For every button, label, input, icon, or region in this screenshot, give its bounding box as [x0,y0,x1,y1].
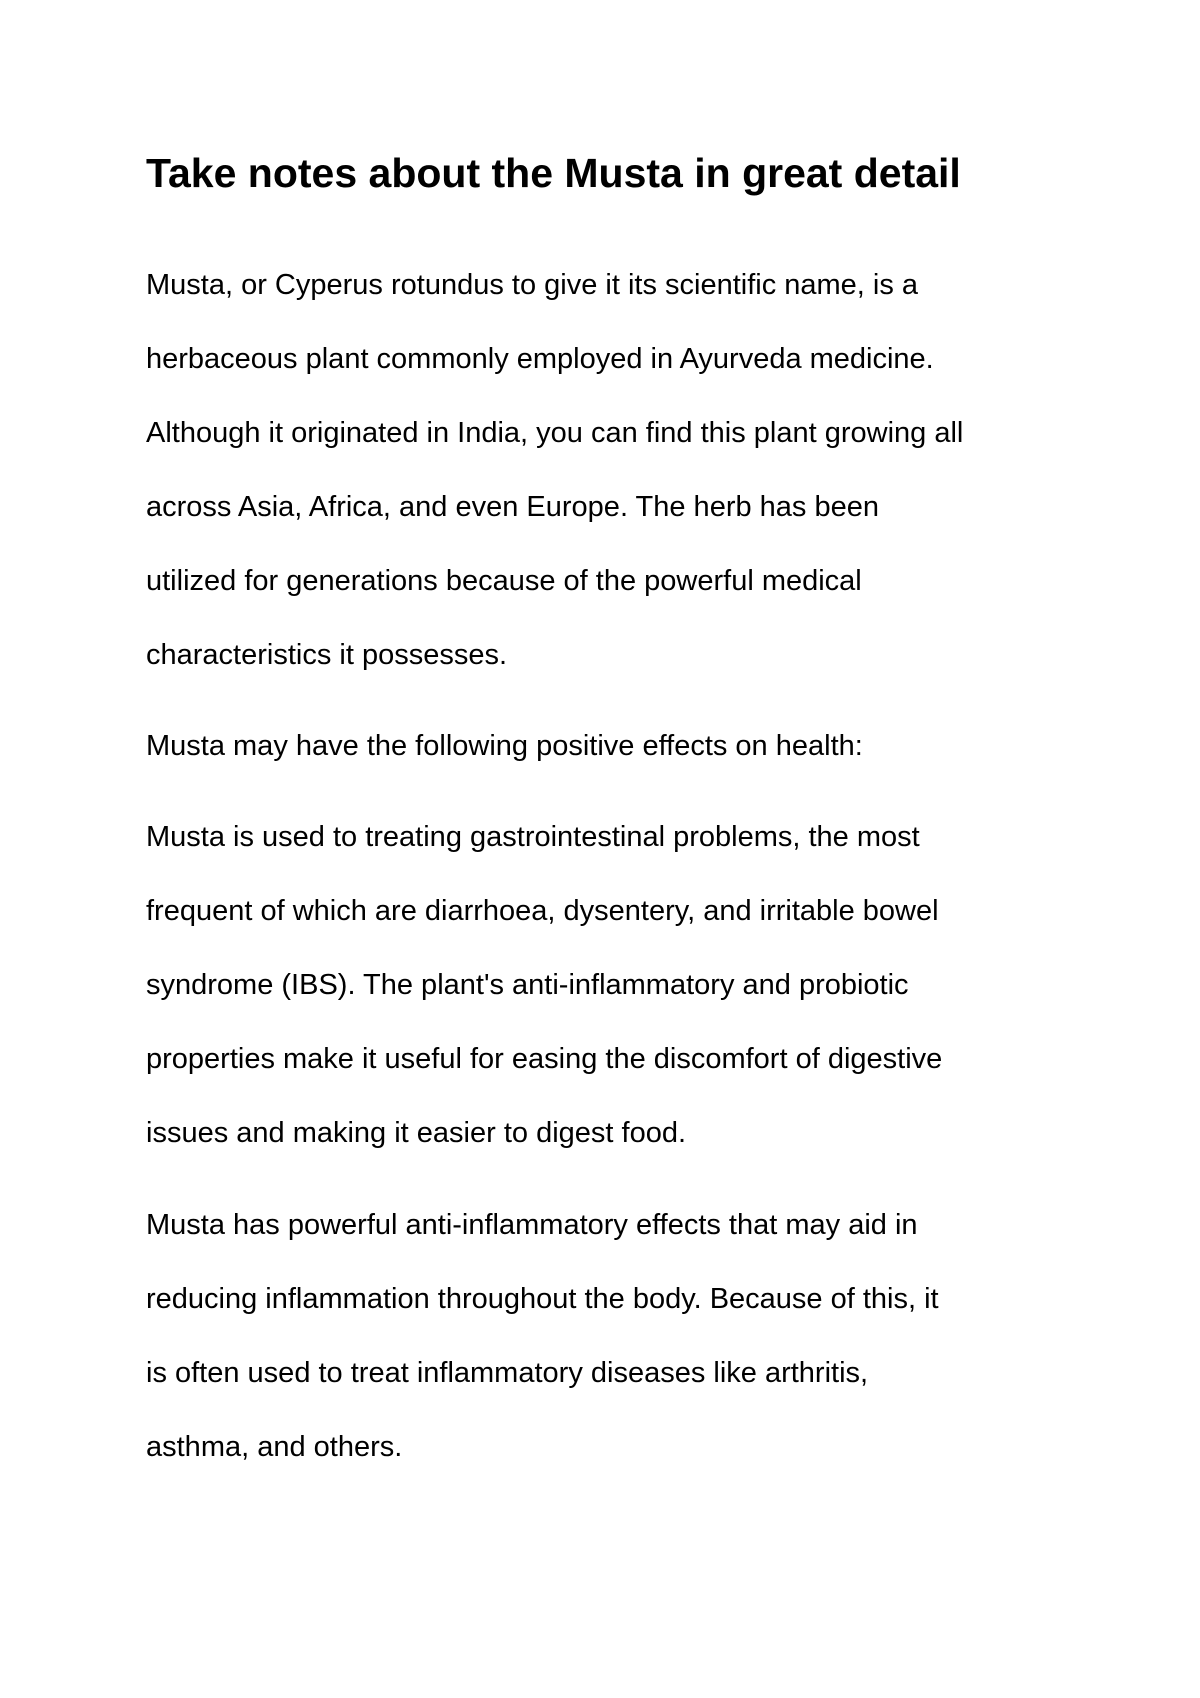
paragraph-line: Musta, or Cyperus rotundus to give it its scientific name, is a [146,269,919,301]
paragraph-line: utilized for generations because of the powerful medical [146,565,862,597]
paragraph-line: frequent of which are diarrhoea, dysentery, and irritable bowel [146,895,939,927]
paragraph-line: across Asia, Africa, and even Europe. The herb has been [146,491,879,523]
paragraph-line: issues and making it easier to digest food. [146,1117,687,1149]
paragraph-line: Musta is used to treating gastrointestinal problems, the most [146,821,920,853]
paragraph-line: Musta may have the following positive effects on health: [146,730,863,762]
paragraph-line: characteristics it possesses. [146,639,508,671]
document-title: Take notes about the Musta in great detail [146,150,961,196]
paragraph-line: is often used to treat inflammatory diseases like arthritis, [146,1357,869,1389]
paragraph-line: reducing inflammation throughout the body. Because of this, it [146,1283,939,1315]
paragraph-line: syndrome (IBS). The plant's anti-inflammatory and probiotic [146,969,909,1001]
paragraph-line: properties make it useful for easing the discomfort of digestive [146,1043,943,1075]
paragraph-line: asthma, and others. [146,1431,403,1463]
paragraph-line: Although it originated in India, you can find this plant growing all [146,417,964,449]
paragraph-line: Musta has powerful anti-inflammatory effects that may aid in [146,1209,918,1241]
paragraph-line: herbaceous plant commonly employed in Ayurveda medicine. [146,343,934,375]
